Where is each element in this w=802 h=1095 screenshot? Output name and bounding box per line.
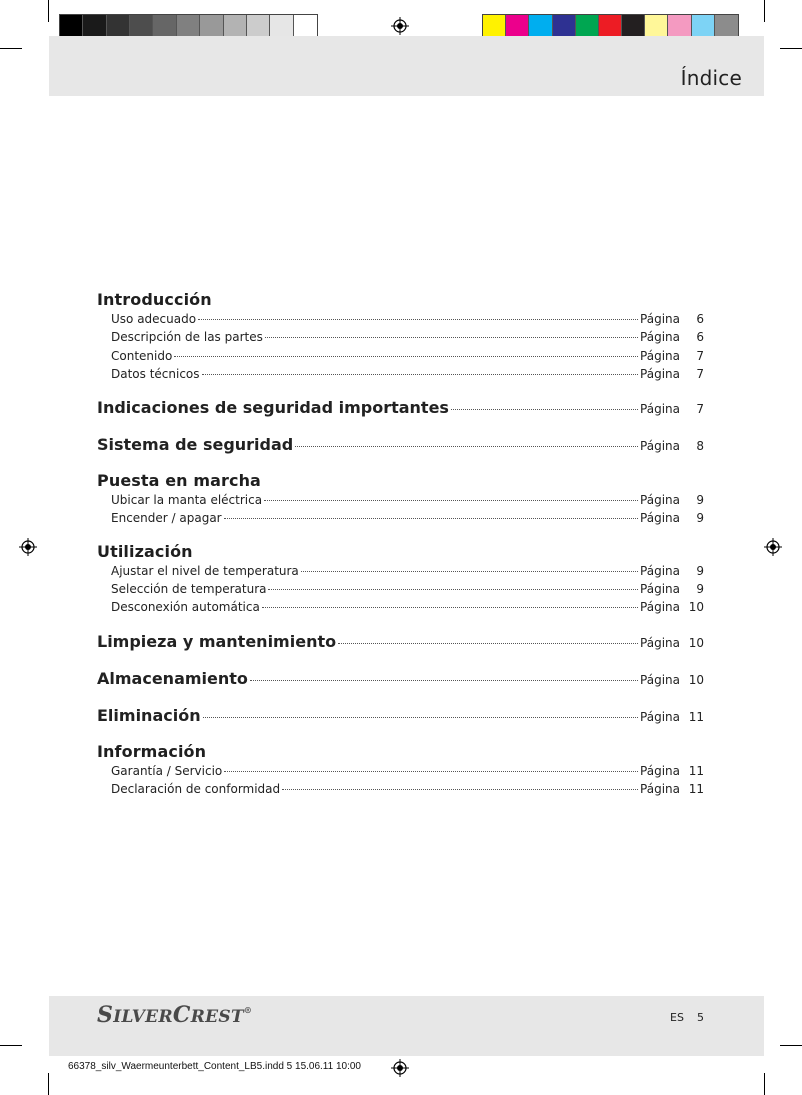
- page-label: Página: [640, 563, 680, 578]
- toc-section-sistema: [97, 434, 704, 457]
- registration-mark-icon: [391, 17, 409, 35]
- dot-leader: [198, 319, 638, 320]
- page-number: 11: [688, 763, 704, 778]
- toc-entry-title: Selección de temperatura: [111, 582, 267, 597]
- toc-entry[interactable]: [97, 780, 704, 798]
- color-swatch: [553, 15, 576, 37]
- dot-leader: [262, 607, 638, 608]
- page-number: 9: [696, 493, 704, 508]
- registration-mark-icon: [19, 538, 37, 556]
- toc-entry-title: Desconexión automática: [111, 600, 260, 615]
- print-slug: 66378_silv_Waermeunterbett_Content_LB5.indd 5 15.06.11 10:00: [68, 1061, 361, 1072]
- dot-leader: [224, 771, 638, 772]
- page-number-footer: 5: [697, 1011, 704, 1024]
- toc-entry-title: Garantía / Servicio: [111, 763, 223, 778]
- section-heading: Información: [97, 741, 207, 761]
- page-number: 6: [696, 312, 704, 326]
- dot-leader: [265, 337, 638, 338]
- page-number: 7: [696, 366, 704, 381]
- page-label: Página: [640, 635, 680, 650]
- toc-entry-title: Uso adecuado: [111, 312, 197, 326]
- color-swatch: [83, 15, 106, 37]
- toc-entry[interactable]: [97, 562, 704, 580]
- page-label: Página: [640, 781, 680, 796]
- crop-mark: [764, 0, 765, 22]
- page-label: Página: [640, 366, 680, 381]
- dot-leader: [224, 518, 638, 519]
- toc-entry[interactable]: [97, 668, 704, 691]
- crop-mark: [0, 48, 22, 49]
- toc-entry-title: Limpieza y mantenimiento: [97, 631, 337, 651]
- color-swatch: [247, 15, 270, 37]
- brand-logo: SILVERCREST®: [97, 1002, 253, 1028]
- toc-section-almacenamiento: [97, 668, 704, 691]
- color-swatch: [224, 15, 247, 37]
- color-swatch: [692, 15, 715, 37]
- toc-entry[interactable]: [97, 434, 704, 457]
- toc-entry[interactable]: [97, 509, 704, 527]
- toc-entry-title: Descripción de las partes: [111, 330, 263, 345]
- gray-swatch-bar: [59, 14, 318, 38]
- color-swatch: [130, 15, 153, 37]
- toc-entry[interactable]: [97, 762, 704, 780]
- toc-entry-title: Declaración de conformidad: [111, 781, 281, 796]
- toc-section-introduccion: [97, 290, 704, 383]
- dot-leader: [250, 680, 638, 681]
- toc-entry[interactable]: [97, 397, 704, 420]
- color-swatch: [645, 15, 668, 37]
- toc-entry[interactable]: [97, 310, 704, 328]
- dot-leader: [338, 643, 638, 644]
- color-swatch: [668, 15, 691, 37]
- toc-entry[interactable]: [97, 491, 704, 509]
- registration-mark-icon: [391, 1059, 409, 1077]
- color-swatch: [529, 15, 552, 37]
- section-heading: Puesta en marcha: [97, 471, 261, 491]
- toc-entry[interactable]: [97, 347, 704, 365]
- toc-entry[interactable]: [97, 705, 704, 728]
- color-swatch: [622, 15, 645, 37]
- dot-leader: [202, 374, 639, 375]
- page-label: Página: [640, 600, 680, 615]
- dot-leader: [282, 789, 638, 790]
- crop-mark: [780, 48, 802, 49]
- color-swatch: [200, 15, 223, 37]
- color-swatch: [576, 15, 599, 37]
- crop-mark: [764, 1073, 765, 1095]
- toc-section-indicaciones: [97, 397, 704, 420]
- toc-entry-title: Eliminación: [97, 705, 201, 725]
- color-swatch: [599, 15, 622, 37]
- toc-entry[interactable]: [97, 328, 704, 346]
- page-label: Página: [640, 330, 680, 345]
- toc-entry-title: Encender / apagar: [111, 511, 222, 526]
- page-label: Página: [640, 348, 680, 363]
- registration-mark-icon: [764, 538, 782, 556]
- color-swatch: [483, 15, 506, 37]
- toc-entry-title: Datos técnicos: [111, 366, 200, 381]
- toc-section-puesta: [97, 471, 704, 528]
- page-label: Página: [640, 439, 680, 454]
- dot-leader: [268, 589, 638, 590]
- color-swatch: [177, 15, 200, 37]
- toc-entry-title: Almacenamiento: [97, 668, 248, 688]
- toc-section-utilizacion: [97, 542, 704, 617]
- page-number: 8: [696, 439, 704, 454]
- page-number: 10: [688, 600, 704, 615]
- toc-entry[interactable]: [97, 580, 704, 598]
- crop-mark: [780, 1045, 802, 1046]
- page-number: 10: [688, 672, 704, 687]
- page-title: Índice: [680, 66, 742, 90]
- page-label: Página: [640, 582, 680, 597]
- toc-entry-title: Ubicar la manta eléctrica: [111, 493, 263, 508]
- section-heading: Introducción: [97, 290, 212, 309]
- toc-entry-title: Sistema de seguridad: [97, 435, 294, 455]
- page-number: 9: [696, 563, 704, 578]
- toc-entry-title: Ajustar el nivel de temperatura: [111, 563, 299, 578]
- page-number: 11: [688, 781, 704, 796]
- page-label: Página: [640, 493, 680, 508]
- color-swatch: [107, 15, 130, 37]
- page-number: 7: [696, 402, 704, 417]
- page-label: Página: [640, 402, 680, 417]
- page-number: 7: [696, 348, 704, 363]
- dot-leader: [203, 717, 638, 718]
- color-swatch: [270, 15, 293, 37]
- page-number: 10: [688, 635, 704, 650]
- section-heading: Utilización: [97, 541, 193, 561]
- page-label: Página: [640, 763, 680, 778]
- toc-section-eliminacion: [97, 705, 704, 728]
- crop-mark: [48, 0, 49, 22]
- header-band: [49, 36, 764, 96]
- toc-entry-title: Indicaciones de seguridad importantes: [97, 398, 449, 418]
- color-swatch: [60, 15, 83, 37]
- page-label: Página: [640, 672, 680, 687]
- page-number: 9: [696, 511, 704, 526]
- page-number: 11: [688, 709, 704, 724]
- page-label: Página: [640, 709, 680, 724]
- toc-entry-title: Contenido: [111, 348, 173, 363]
- dot-leader: [174, 356, 638, 357]
- toc-section-limpieza: [97, 631, 704, 654]
- language-code: ES: [670, 1011, 684, 1024]
- dot-leader: [301, 571, 638, 572]
- page-label: Página: [640, 511, 680, 526]
- crop-mark: [0, 1045, 22, 1046]
- color-swatch: [294, 15, 317, 37]
- page-number: 9: [696, 582, 704, 597]
- color-swatch: [715, 15, 738, 37]
- toc-entry[interactable]: [97, 598, 704, 616]
- dot-leader: [295, 446, 638, 447]
- toc-section-informacion: [97, 742, 704, 799]
- color-swatch: [153, 15, 176, 37]
- dot-leader: [264, 500, 638, 501]
- toc-entry[interactable]: [97, 631, 704, 654]
- color-swatch: [506, 15, 529, 37]
- toc-entry[interactable]: [97, 365, 704, 383]
- table-of-contents: [97, 290, 704, 812]
- page-number: 6: [696, 330, 704, 345]
- dot-leader: [451, 409, 638, 410]
- color-swatch-bar: [482, 14, 739, 38]
- page-label: Página: [640, 312, 680, 326]
- crop-mark: [48, 1073, 49, 1095]
